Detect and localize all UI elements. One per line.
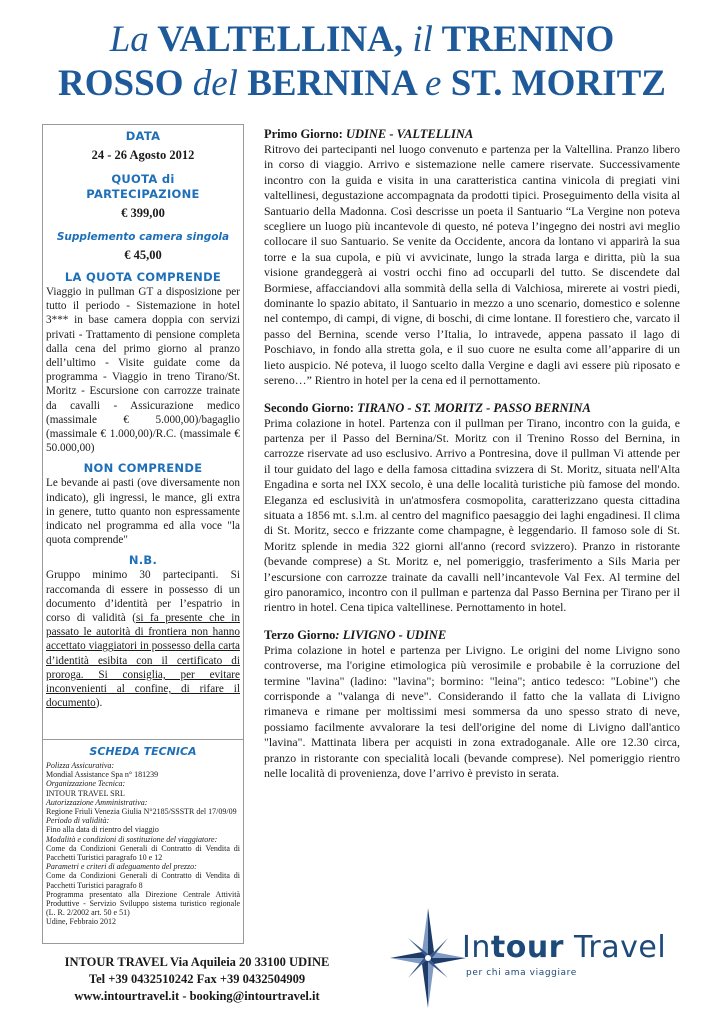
title-word: BERNINA [247, 63, 416, 104]
itinerary [264, 127, 680, 793]
price-value: € 399,00 [121, 206, 165, 220]
includes-heading: LA QUOTA COMPRENDE [64, 270, 222, 284]
excludes-text: Le bevande ai pasti (ove diversamente non indicato), gli ingressi, le mance, gli extra in genere, tutto quanto non espressamente indicato nel programma ed alla voce "la quota comprende" [46, 477, 240, 547]
supplement-value: € 45,00 [124, 248, 162, 262]
title-word: La [109, 19, 149, 60]
notes-heading: N.B. [128, 553, 158, 568]
logo-word: tour [490, 930, 564, 965]
title-word: del [192, 63, 238, 104]
sheet-value: Come da Condizioni Generali di Contratto di Vendita di Pacchetti Turistici paragrafo 8 [46, 871, 240, 890]
day-label: Primo Giorno: [264, 127, 343, 141]
day-label: Secondo Giorno: [264, 400, 354, 415]
excludes-section [43, 461, 243, 547]
date-section [43, 125, 243, 164]
date-value: 24 - 26 Agosto 2012 [91, 148, 195, 162]
title-line-1 [0, 18, 724, 62]
sheet-value: Mondial Assistance Spa n° 181239 [46, 770, 159, 780]
day-route: UDINE - VALTELLINA [345, 127, 474, 141]
sheet-value: Regione Friuli Venezia Giulia N°2185/SSSTR del 17/09/09 [46, 807, 237, 817]
sheet-label: Organizzazione Tecnica: [46, 779, 126, 789]
logo-word: In [462, 930, 491, 965]
technical-sheet-heading: SCHEDA TECNICA [89, 745, 197, 758]
sheet-label: Autorizzazione Amministrativa: [46, 797, 148, 807]
day-3 [264, 628, 680, 782]
title-word: ROSSO [58, 63, 184, 104]
sheet-value: INTOUR TRAVEL SRL [46, 788, 125, 798]
contact-footer [42, 954, 352, 1005]
sheet-value: Programma presentato alla Direzione Centrale Attività Produttive - Servizio Sviluppo sistema turistico regionale (L. R. 2/2002 art. 50 e 51) [46, 889, 240, 918]
excludes-heading: NON COMPRENDE [83, 461, 203, 476]
day-route: : LIVIGNO - UDINE [335, 627, 447, 642]
notes-text-end: ). [95, 697, 103, 710]
day-1-heading [264, 127, 680, 142]
day-3-heading [264, 628, 680, 643]
notes-text-plain: Gruppo minimo 30 partecipanti. Si raccomanda di essere in possesso di un documento d’identità per l’espatrio in corso di validità ( [46, 569, 240, 625]
sheet-label: Parametri e criteri di adeguamento del prezzo: [46, 862, 197, 872]
footer-web: www.intourtravel.it - booking@intourtravel.it [74, 989, 320, 1003]
logo-wordmark [462, 930, 666, 965]
sheet-label: Modalità e condizioni di sostituzione del viaggiatore: [46, 834, 218, 844]
notes-text-underlined: si fa presente che in passato le autorità di frontiera non hanno accettato viaggiatori in possesso della carta d’identità esibita con il certificato di proroga. Si consiglia, per evitare inconvenienti al confine, di rifare il documento [46, 612, 240, 710]
page-title [0, 18, 724, 106]
intour-travel-logo [388, 906, 678, 1016]
logo-tagline: per chi ama viaggiare [466, 968, 577, 978]
price-heading: QUOTA di PARTECIPAZIONE [86, 172, 200, 201]
sheet-value: Fino alla data di rientro del viaggio [46, 825, 159, 835]
includes-section [43, 270, 243, 455]
notes-section [43, 553, 243, 710]
includes-text: Viaggio in pullman GT a disposizione per tutto il periodo - Sistemazione in hotel 3*** in base camera doppia con servizi privati - Trattamento di pensione completa dalla cena del primo giorno al pranzo dell’ultimo - Visite guidate come da programma - Viaggio in treno Tirano/St. Moritz - Escursione con carrozze trainate da cavalli - Assicurazione medico (massimale € 5.000,00)/bagaglio (massimale € 1.000,00)/R.C. (massimale € 50.000,00) [46, 286, 240, 455]
sheet-value: Come da Condizioni Generali di Contratto di Vendita di Pacchetti Turistici paragrafo 10 e 12 [46, 843, 240, 863]
footer-address: INTOUR TRAVEL Via Aquileia 20 33100 UDINE [64, 955, 330, 969]
footer-phone: Tel +39 0432510242 Fax +39 0432504909 [88, 972, 306, 986]
title-word: il [412, 19, 433, 60]
title-word: e [425, 63, 442, 104]
sheet-label: Periodo di validità: [46, 816, 110, 826]
title-word: VALTELLINA, [157, 19, 404, 60]
title-word: ST. MORITZ [450, 63, 666, 104]
title-line-2 [0, 62, 724, 106]
day-2 [264, 401, 680, 616]
day-label: Terzo Giorno [264, 627, 336, 642]
day-2-heading [264, 401, 680, 416]
info-sidebar [42, 124, 244, 944]
sheet-label: Polizza Assicurativa: [46, 761, 115, 770]
notes-text [46, 568, 240, 710]
day-3-text: Prima colazione in hotel e partenza per Livigno. Le origini del nome Livigno sono controverse, ma l'origine etimologica più verosimile e probabile è la corruzione del termine "lavina" (ladino: "lavina"; bormino: "leina"; antico tedesco: "Lobine") che corrisponde a "valanga di neve". Considerando il fatto che la vallata di Livigno rimaneva e rimane per moltissimi mesi sommersa da uno spesso strato di neve, possiamo facilmente avvalorare la tesi dell'origine del nome di Livigno dall'antico "lavina". Mattinata libera per acquisti in zona extradoganale. Alle ore 12.30 circa, pranzo in ristorante con specialità locali (bevande comprese). Nel pomeriggio rientro nelle località di provenienza, dove l’arrivo è previsto in serata. [264, 642, 680, 781]
price-section [43, 172, 243, 222]
day-route: TIRANO - ST. MORITZ - PASSO BERNINA [357, 400, 591, 415]
day-1 [264, 127, 680, 389]
day-1-text: Ritrovo dei partecipanti nel luogo convenuto e partenza per la Valtellina. Pranzo libero in corso di viaggio. Arrivo e sistemazione nelle camere riservate. Successivamente incontro con la guida e visita in una caratteristica cantina vinicola di pregiati vini valtellinesi, degustazione accompagnata da prodotti tipici. Proseguimento della visita al Santuario della Madonna. Così descrisse un poeta il Santuario “La Vergine non poteva scegliere un luogo più incantevole di questo, né poteva l’ingegno dei nostri avi meglio collocare il suo Santuario. Se venite da Occidente, ancora da lontano vi apparirà la sua torre e la sua cupola, e più vi avvicinate, lungo la strada larga e diritta, più la sua visione grandeggerà ai vostri occhi fino ad occuparli del tutto. Se discendete dal Bormiese, affacciandovi alla sommità della sella di Valchiosa, mirerete ai vostri piedi, dominante lo spazio abitato, il Santuario in mezzo a uno scenario, domestico e solenne nel contempo, di campi, di vigne, di boschi, di cime lontane. Il forestiero che, varcato il passo del Bernina, scende verso l’Italia, lo intravede, appena passato il lago di Poschiavo, in fondo alla stretta gola, e il suo cuore ne esulta come all’apparire di un lieto auspicio. Né poteva, il luogo scelto dalla Vergine e dagli avi essere più riposato e sereno…” Rientro in hotel per la cena ed il pernottamento. [264, 142, 680, 388]
date-heading: DATA [125, 129, 161, 143]
supplement-heading: Supplemento camera singola [56, 231, 230, 243]
compass-star-icon [388, 906, 468, 1016]
logo-word: Travel [563, 930, 667, 965]
supplement-section [43, 230, 243, 264]
sheet-value: Udine, Febbraio 2012 [46, 917, 116, 927]
day-2-text: Prima colazione in hotel. Partenza con il pullman per Tirano, incontro con la guida, e partenza per il Passo del Bernina/St. Moritz con il Trenino Rosso del Bernina, in carrozze riservate ad uso esclusivo. Arrivo a Pontresina, dove il pullman Vi attende per il tour guidato del lago e della famosa cittadina svizzera di St. Moritz, situata nell'Alta Engadina e sorta nel IXX secolo, è una delle località turistiche più famose del mondo. Eleganza ed esclusività in un'atmosfera cosmopolita, caratterizzano questa cittadina situata a 1856 mt. s.l.m. al centro del magnifico paesaggio dei laghi engadinesi. Il clima di St. Moritz, secco e frizzante come champagne, è leggendario. Il famoso sole di St. Moritz splende in media 322 giorni all'anno (record svizzero). Pranzo in ristorante (bevande comprese) a St. Moritz e, nel pomeriggio, trasferimento a Sils Maria per l’escursione con carrozze trainate da cavalli nell’incantevole Val Fex. Al termine del giro panoramico, incontro con il pullman e partenza dal Passo Bernina per Tirano per il rientro in hotel. Cena tipica valtellinese. Pernottamento in hotel. [264, 415, 680, 615]
technical-sheet [43, 739, 243, 927]
technical-sheet-text [46, 761, 240, 927]
title-word: TRENINO [441, 19, 615, 60]
